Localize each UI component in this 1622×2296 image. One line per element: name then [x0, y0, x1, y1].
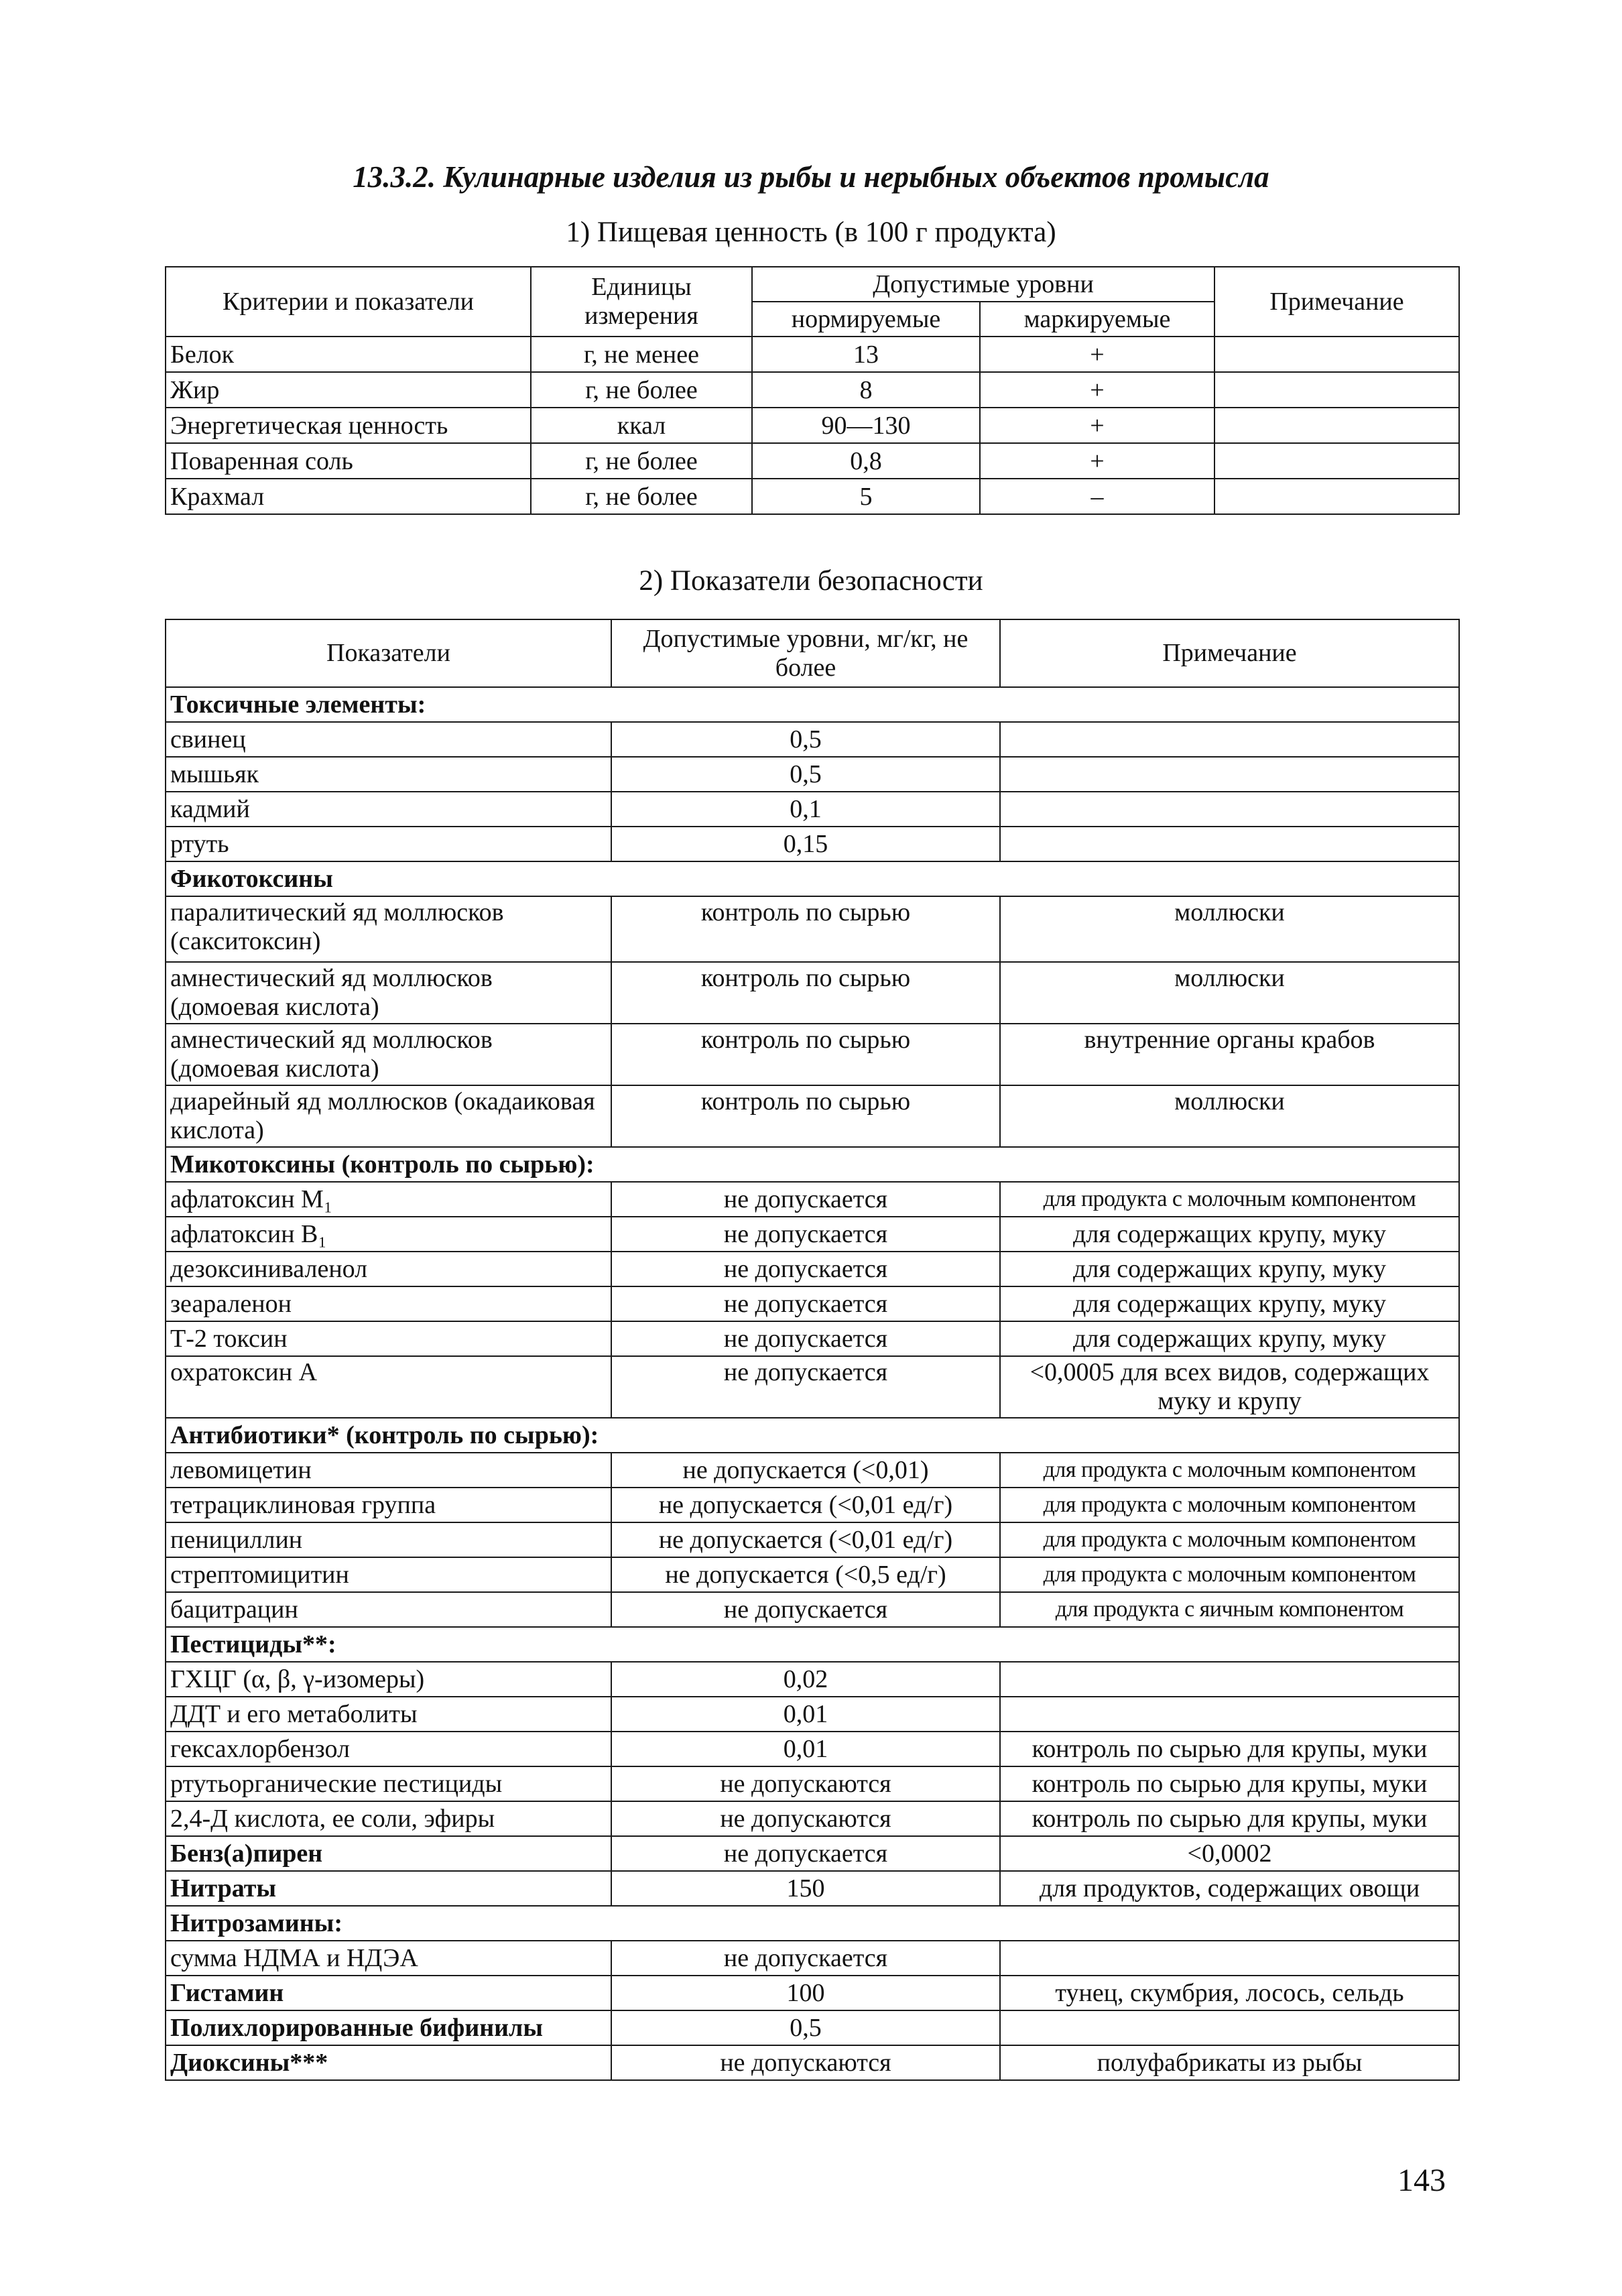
level-value: не допускается — [611, 1217, 1000, 1252]
table-row — [166, 792, 1459, 827]
table-row — [166, 337, 1459, 372]
level-value: не допускается — [611, 1182, 1000, 1217]
header-units: Единицы измерения — [531, 267, 752, 337]
level-value: 0,1 — [611, 792, 1000, 827]
safety-subtitle: 2) Показатели безопасности — [639, 565, 983, 597]
section-title: Пестициды**: — [166, 1627, 1459, 1662]
header-indicator: Показатели — [166, 619, 611, 687]
indicator-name: левомицетин — [166, 1453, 611, 1488]
indicator-name: Гистамин — [166, 1976, 611, 2010]
indicator-name: Т-2 токсин — [166, 1321, 611, 1356]
table-row — [166, 757, 1459, 792]
level-value: не допускается — [611, 1252, 1000, 1286]
note-cell: для содержащих крупу, муку — [1000, 1286, 1459, 1321]
indicator-name: свинец — [166, 722, 611, 757]
nutrition-table — [165, 266, 1460, 515]
labeled-mark: + — [980, 372, 1214, 408]
table-row — [166, 1217, 1459, 1252]
level-value: контроль по сырью — [611, 896, 1000, 962]
level-value: 0,5 — [611, 2010, 1000, 2045]
indicator-name: охратоксин А — [166, 1356, 611, 1418]
table-row — [166, 722, 1459, 757]
table-row — [166, 408, 1459, 443]
indicator-name: гексахлорбензол — [166, 1732, 611, 1766]
table-row — [166, 1697, 1459, 1732]
indicator-name: диарейный яд моллюсков (окадаиковая кислота) — [166, 1085, 611, 1147]
note-cell: полуфабрикаты из рыбы — [1000, 2045, 1459, 2080]
level-value: не допускается (<0,5 ед/г) — [611, 1557, 1000, 1592]
nutrient-name: Поваренная соль — [166, 443, 531, 479]
indicator-name: Бенз(а)пирен — [166, 1836, 611, 1871]
labeled-mark: + — [980, 443, 1214, 479]
unit-cell: ккал — [531, 408, 752, 443]
note-cell: для содержащих крупу, муку — [1000, 1252, 1459, 1286]
indicator-name: ГХЦГ (α, β, γ-изомеры) — [166, 1662, 611, 1697]
note-cell: для продукта с молочным компонентом — [1000, 1453, 1459, 1488]
nutrition-subtitle: 1) Пищевая ценность (в 100 г продукта) — [566, 217, 1056, 248]
indicator-name: бацитрацин — [166, 1592, 611, 1627]
indicator-name: тетрациклиновая группа — [166, 1488, 611, 1522]
note-cell — [1000, 722, 1459, 757]
note-cell: для продукта с молочным компонентом — [1000, 1182, 1459, 1217]
level-value: не допускается — [611, 1592, 1000, 1627]
note-cell — [1000, 792, 1459, 827]
note-cell: моллюски — [1000, 962, 1459, 1024]
normalized-value: 5 — [752, 479, 980, 514]
level-value: не допускаются — [611, 2045, 1000, 2080]
header-labeled: маркируемые — [980, 302, 1214, 337]
level-value: 0,15 — [611, 827, 1000, 861]
level-value: не допускается — [611, 1356, 1000, 1418]
indicator-name: стрептомицитин — [166, 1557, 611, 1592]
table-row — [166, 479, 1459, 514]
indicator-name: мышьяк — [166, 757, 611, 792]
indicator-name: 2,4-Д кислота, ее соли, эфиры — [166, 1801, 611, 1836]
note-cell: контроль по сырью для крупы, муки — [1000, 1732, 1459, 1766]
note-cell — [1214, 443, 1459, 479]
table-row — [166, 1766, 1459, 1801]
level-value: не допускается — [611, 1941, 1000, 1976]
table-row — [166, 827, 1459, 861]
note-cell: <0,0005 для всех видов, содержащих муку и крупу — [1000, 1356, 1459, 1418]
level-value: не допускается (<0,01) — [611, 1453, 1000, 1488]
indicator-name: Диоксины*** — [166, 2045, 611, 2080]
note-cell: моллюски — [1000, 1085, 1459, 1147]
level-value: 150 — [611, 1871, 1000, 1906]
normalized-value: 90—130 — [752, 408, 980, 443]
header-note: Примечание — [1214, 267, 1459, 337]
level-value: 0,5 — [611, 757, 1000, 792]
section-row — [166, 687, 1459, 722]
labeled-mark: – — [980, 479, 1214, 514]
table-row — [166, 1024, 1459, 1085]
section-row — [166, 861, 1459, 896]
note-cell — [1214, 372, 1459, 408]
unit-cell: г, не более — [531, 479, 752, 514]
level-value: 0,01 — [611, 1732, 1000, 1766]
note-cell — [1000, 2010, 1459, 2045]
table-row — [166, 1321, 1459, 1356]
note-cell: для продукта с молочным компонентом — [1000, 1522, 1459, 1557]
note-cell: <0,0002 — [1000, 1836, 1459, 1871]
note-cell — [1214, 408, 1459, 443]
note-cell: внутренние органы крабов — [1000, 1024, 1459, 1085]
labeled-mark: + — [980, 337, 1214, 372]
level-value: не допускаются — [611, 1801, 1000, 1836]
table-row — [166, 1356, 1459, 1418]
safety-table-body — [166, 687, 1459, 2080]
nutrient-name: Белок — [166, 337, 531, 372]
note-cell — [1000, 1697, 1459, 1732]
unit-cell: г, не более — [531, 443, 752, 479]
indicator-name: амнестический яд моллюсков (домоевая кислота) — [166, 1024, 611, 1085]
indicator-name: пенициллин — [166, 1522, 611, 1557]
level-value: не допускается (<0,01 ед/г) — [611, 1522, 1000, 1557]
note-cell: контроль по сырью для крупы, муки — [1000, 1766, 1459, 1801]
table-row — [166, 2045, 1459, 2080]
table-row — [166, 1662, 1459, 1697]
note-cell: тунец, скумбрия, лосось, сельдь — [1000, 1976, 1459, 2010]
normalized-value: 13 — [752, 337, 980, 372]
indicator-name: паралитический яд моллюсков (сакситоксин) — [166, 896, 611, 962]
indicator-name: Полихлорированные бифинилы — [166, 2010, 611, 2045]
table-row — [166, 1252, 1459, 1286]
note-cell — [1214, 479, 1459, 514]
table-row — [166, 1941, 1459, 1976]
indicator-name: Нитраты — [166, 1871, 611, 1906]
indicator-name: ртуть — [166, 827, 611, 861]
note-cell: моллюски — [1000, 896, 1459, 962]
header-criteria: Критерии и показатели — [166, 267, 531, 337]
indicator-name: ртутьорганические пестициды — [166, 1766, 611, 1801]
note-cell: для содержащих крупу, муку — [1000, 1321, 1459, 1356]
indicator-name: афлатоксин B₁ — [166, 1217, 611, 1252]
indicator-name: амнестический яд моллюсков (домоевая кислота) — [166, 962, 611, 1024]
level-value: контроль по сырью — [611, 962, 1000, 1024]
section-title: Антибиотики* (контроль по сырью): — [166, 1418, 1459, 1453]
normalized-value: 8 — [752, 372, 980, 408]
unit-cell: г, не более — [531, 372, 752, 408]
note-cell — [1000, 827, 1459, 861]
table-row — [166, 1592, 1459, 1627]
note-cell — [1000, 1941, 1459, 1976]
level-value: 0,02 — [611, 1662, 1000, 1697]
note-cell — [1214, 337, 1459, 372]
labeled-mark: + — [980, 408, 1214, 443]
table-row — [166, 1182, 1459, 1217]
level-value: контроль по сырью — [611, 1024, 1000, 1085]
level-value: не допускается — [611, 1321, 1000, 1356]
level-value: не допускается — [611, 1836, 1000, 1871]
section-title: Микотоксины (контроль по сырью): — [166, 1147, 1459, 1182]
note-cell: для продукта с молочным компонентом — [1000, 1557, 1459, 1592]
indicator-name: ДДТ и его метаболиты — [166, 1697, 611, 1732]
table-row — [166, 443, 1459, 479]
table-row — [166, 896, 1459, 962]
table-row — [166, 372, 1459, 408]
note-cell: контроль по сырью для крупы, муки — [1000, 1801, 1459, 1836]
table-row — [166, 1286, 1459, 1321]
table-row — [166, 1871, 1459, 1906]
level-value: 0,01 — [611, 1697, 1000, 1732]
table-row — [166, 1453, 1459, 1488]
level-value: 100 — [611, 1976, 1000, 2010]
indicator-name: кадмий — [166, 792, 611, 827]
section-row — [166, 1418, 1459, 1453]
section-heading: 13.3.2. Кулинарные изделия из рыбы и нерыбных объектов промысла — [353, 160, 1269, 194]
note-cell — [1000, 1662, 1459, 1697]
section-title: Токсичные элементы: — [166, 687, 1459, 722]
table-row — [166, 1836, 1459, 1871]
indicator-name: дезоксиниваленол — [166, 1252, 611, 1286]
level-value: не допускается (<0,01 ед/г) — [611, 1488, 1000, 1522]
table-row — [166, 1976, 1459, 2010]
level-value: 0,5 — [611, 722, 1000, 757]
section-title: Фикотоксины — [166, 861, 1459, 896]
indicator-name: афлатоксин M₁ — [166, 1182, 611, 1217]
level-value: не допускается — [611, 1286, 1000, 1321]
section-title: Нитрозамины: — [166, 1906, 1459, 1941]
table-row — [166, 1801, 1459, 1836]
nutrient-name: Энергетическая ценность — [166, 408, 531, 443]
indicator-name: сумма НДМА и НДЭА — [166, 1941, 611, 1976]
note-cell: для содержащих крупу, муку — [1000, 1217, 1459, 1252]
normalized-value: 0,8 — [752, 443, 980, 479]
safety-table — [165, 619, 1460, 2081]
table-row — [166, 962, 1459, 1024]
header-safety-note: Примечание — [1000, 619, 1459, 687]
header-levels-mgkg: Допустимые уровни, мг/кг, не более — [611, 619, 1000, 687]
header-levels: Допустимые уровни — [752, 267, 1214, 302]
section-row — [166, 1906, 1459, 1941]
nutrition-table-body — [166, 337, 1459, 514]
nutrient-name: Жир — [166, 372, 531, 408]
table-row — [166, 2010, 1459, 2045]
table-row — [166, 1522, 1459, 1557]
note-cell: для продуктов, содержащих овощи — [1000, 1871, 1459, 1906]
table-row — [166, 1732, 1459, 1766]
unit-cell: г, не менее — [531, 337, 752, 372]
table-row — [166, 1085, 1459, 1147]
table-row — [166, 1557, 1459, 1592]
level-value: не допускаются — [611, 1766, 1000, 1801]
page-number: 143 — [1397, 2163, 1446, 2198]
note-cell: для продукта с молочным компонентом — [1000, 1488, 1459, 1522]
section-row — [166, 1627, 1459, 1662]
nutrient-name: Крахмал — [166, 479, 531, 514]
note-cell — [1000, 757, 1459, 792]
section-row — [166, 1147, 1459, 1182]
header-normalized: нормируемые — [752, 302, 980, 337]
note-cell: для продукта с яичным компонентом — [1000, 1592, 1459, 1627]
indicator-name: зеараленон — [166, 1286, 611, 1321]
table-row — [166, 1488, 1459, 1522]
level-value: контроль по сырью — [611, 1085, 1000, 1147]
